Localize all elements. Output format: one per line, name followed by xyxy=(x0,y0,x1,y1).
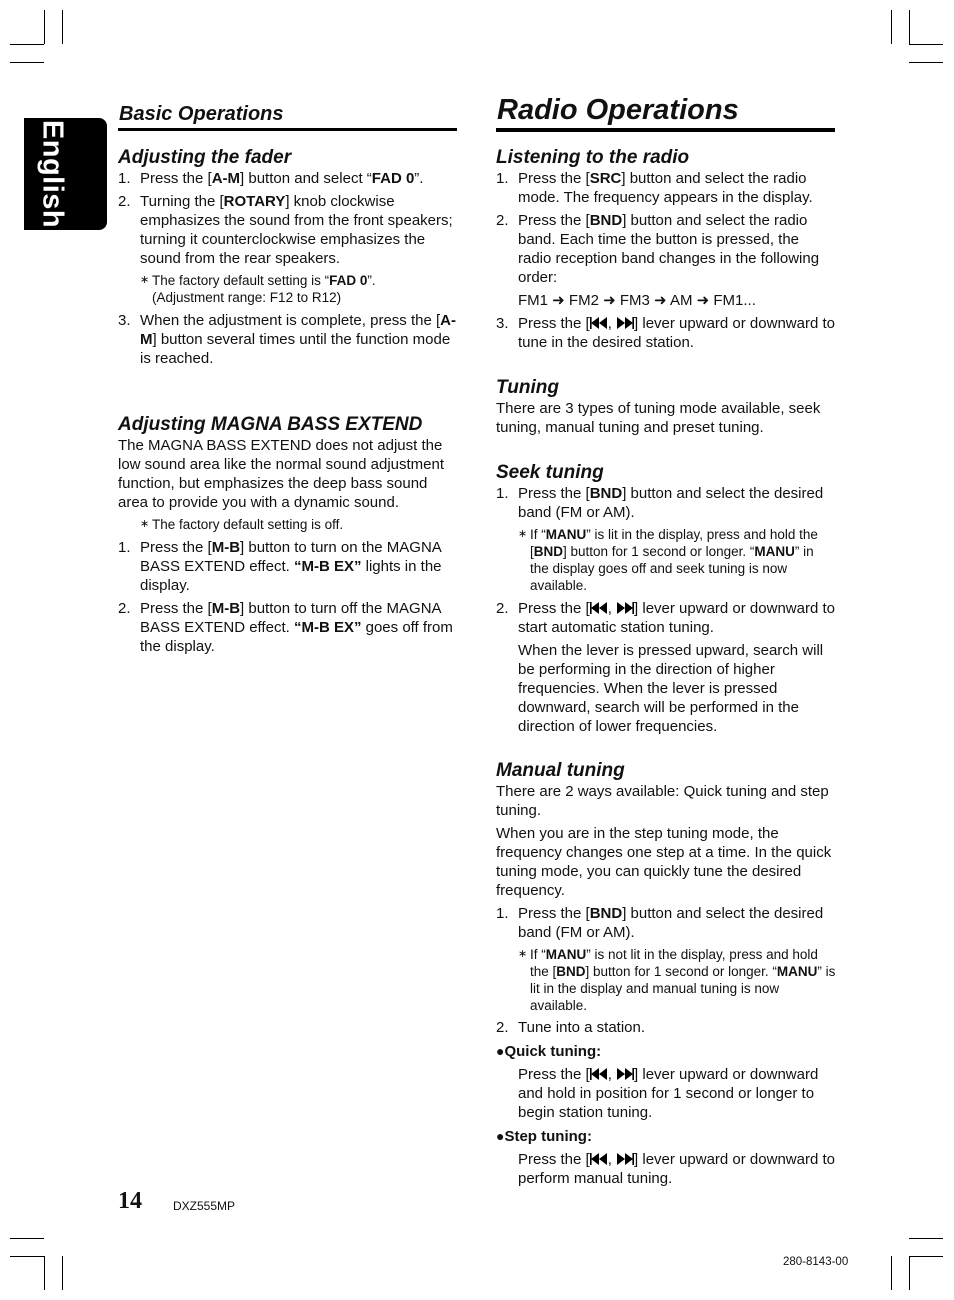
arrow-icon: ➜ xyxy=(603,292,616,309)
listening-heading: Listening to the radio xyxy=(496,147,690,168)
text: ”. xyxy=(414,170,424,187)
text: (Adjustment range: F12 to R12) xyxy=(152,290,342,305)
model-number: DXZ555MP xyxy=(173,1199,236,1213)
tuning-text: There are 3 types of tuning mode available, seek tuning, manual tuning and preset tuning. xyxy=(496,400,821,436)
step-number: 2. xyxy=(496,1019,509,1036)
seek-step-1 xyxy=(496,484,836,522)
key-label: SRC xyxy=(589,170,622,187)
text: Press the [ xyxy=(140,539,212,556)
text: When the adjustment is complete, press the [ xyxy=(140,312,441,329)
text: ” in the display goes off and seek tuning is now available. xyxy=(530,544,814,593)
text: ] button and select the desired band (FM or AM). xyxy=(518,485,824,521)
key-label: ROTARY xyxy=(223,193,286,210)
text: Press the [ xyxy=(140,600,212,617)
crop-mark xyxy=(10,1256,44,1257)
magna-note xyxy=(140,516,458,533)
seek-forward-icon xyxy=(616,1152,634,1166)
manual-intro-2: When you are in the step tuning mode, the frequency changes one step at a time. In the quick tuning mode, you can quickly tune the desired frequency. xyxy=(496,825,832,899)
step-number: 2. xyxy=(496,212,509,229)
text: ] button several times until the function mode is reached. xyxy=(140,331,451,367)
manual-note xyxy=(518,946,836,1014)
note-asterisk: ∗ xyxy=(140,274,150,286)
text: Turning the [ xyxy=(140,193,224,210)
text: ] button and select the desired band (FM or AM). xyxy=(518,905,824,941)
step-tuning-label xyxy=(496,1127,836,1146)
quick-tuning-label xyxy=(496,1042,836,1061)
text: , xyxy=(607,1066,617,1083)
text: Press the [ xyxy=(518,1151,590,1168)
text: ”. xyxy=(367,273,376,288)
text: ] lever upward or downward to perform manual tuning. xyxy=(518,1151,835,1187)
arrow-icon: ➜ xyxy=(552,292,565,309)
text: ] button and select “ xyxy=(240,170,372,187)
bullet-icon: ● xyxy=(496,1043,505,1059)
crop-mark xyxy=(909,1238,943,1239)
text: goes off from the display. xyxy=(140,619,453,655)
crop-mark xyxy=(44,10,45,44)
display-label: MANU xyxy=(545,947,587,962)
step-number: 1. xyxy=(496,170,509,187)
key-label: BND xyxy=(533,544,564,559)
text: If “ xyxy=(530,527,546,542)
listening-step-1 xyxy=(496,169,836,207)
crop-mark xyxy=(909,62,943,63)
band-fm1: FM1 xyxy=(518,292,548,309)
seek-note xyxy=(518,526,836,594)
language-tab-label: English xyxy=(36,119,69,229)
key-label: BND xyxy=(589,212,623,229)
crop-mark xyxy=(891,1256,892,1290)
seek-forward-icon xyxy=(616,316,634,330)
text: Press the [ xyxy=(140,170,212,187)
key-label: BND xyxy=(556,964,586,979)
text: Press the [ xyxy=(518,600,590,617)
text: ] lever upward or downward to tune in the desired station. xyxy=(518,315,835,351)
text: Press the [ xyxy=(518,212,590,229)
step-tuning-text xyxy=(496,1150,836,1188)
display-label: MANU xyxy=(545,527,587,542)
display-label: “M-B EX” xyxy=(293,619,362,636)
arrow-icon: ➜ xyxy=(654,292,667,309)
key-label: A-M xyxy=(140,312,456,348)
magna-step-2 xyxy=(118,599,458,656)
manual-step-1 xyxy=(496,904,836,942)
fader-note xyxy=(140,272,458,306)
crop-mark xyxy=(909,44,943,45)
step-number: 2. xyxy=(496,600,509,617)
seek-forward-icon xyxy=(616,1067,634,1081)
quick-tuning-text xyxy=(496,1065,836,1122)
text: ” is lit in the display and manual tuning is now available. xyxy=(530,964,836,1013)
arrow-icon: ➜ xyxy=(696,292,710,309)
band-fm2: FM2 xyxy=(568,292,599,309)
text: ] button to turn off the MAGNA BASS EXTEND effect. xyxy=(140,600,441,636)
text: ] button to turn on the MAGNA BASS EXTEND effect. xyxy=(140,539,441,575)
text: lights in the display. xyxy=(140,558,442,594)
text: Press the [ xyxy=(518,315,590,332)
seek-back-icon xyxy=(590,1067,608,1081)
fader-step-2 xyxy=(118,192,458,268)
bullet-icon: ● xyxy=(496,1128,505,1144)
text: Press the [ xyxy=(518,905,590,922)
tuning-section xyxy=(496,377,836,437)
display-label: MANU xyxy=(776,964,818,979)
note-asterisk: ∗ xyxy=(518,528,528,540)
band-am: AM xyxy=(669,292,693,309)
text: The factory default setting is “ xyxy=(152,273,330,288)
listening-step-3 xyxy=(496,314,836,352)
display-label: MANU xyxy=(754,544,795,559)
seek-back-icon xyxy=(590,1152,608,1166)
crop-mark xyxy=(44,1256,45,1290)
listening-section xyxy=(496,147,836,352)
text: If “ xyxy=(530,947,546,962)
key-label: M-B xyxy=(211,539,241,556)
crop-mark xyxy=(10,1238,44,1239)
seek-forward-icon xyxy=(616,601,634,615)
text: The factory default setting is off. xyxy=(152,517,344,532)
manual-section xyxy=(496,760,836,1188)
text: Tune into a station. xyxy=(518,1019,646,1036)
text: , xyxy=(607,315,617,332)
text: ” is lit in the display, press and hold the [ xyxy=(530,527,818,559)
text: ] button for 1 second or longer. “ xyxy=(563,544,755,559)
section-header: Basic Operations xyxy=(119,103,284,125)
band-order xyxy=(496,291,836,310)
crop-mark xyxy=(10,62,44,63)
fader-heading: Adjusting the fader xyxy=(118,147,292,168)
step-number: 1. xyxy=(496,905,509,922)
display-label: “M-B EX” xyxy=(293,558,362,575)
step-number: 2. xyxy=(118,600,131,617)
band-fm3: FM3 xyxy=(619,292,650,309)
seek-section xyxy=(496,462,836,736)
step-number: 2. xyxy=(118,193,131,210)
text: ] button for 1 second or longer. “ xyxy=(585,964,777,979)
crop-mark xyxy=(909,1256,910,1290)
seek-detail: When the lever is pressed upward, search will be performing in the direction of higher frequencies. When the lever is pressed downward, search will be performed in the direction of lower frequencies. xyxy=(518,642,824,735)
step-number: 1. xyxy=(118,539,131,556)
text: , xyxy=(607,1151,617,1168)
section-header-rule xyxy=(118,128,457,131)
text: ] button and select the radio mode. The frequency appears in the display. xyxy=(518,170,813,206)
text: Press the [ xyxy=(518,485,590,502)
display-label: FAD 0 xyxy=(371,170,415,187)
band-fm1-repeat: FM1... xyxy=(713,292,756,309)
seek-step-2 xyxy=(496,599,836,637)
key-label: BND xyxy=(589,905,623,922)
key-label: BND xyxy=(589,485,623,502)
crop-mark xyxy=(62,1256,63,1290)
seek-back-icon xyxy=(590,316,608,330)
manual-heading: Manual tuning xyxy=(496,760,625,781)
seek-back-icon xyxy=(590,601,608,615)
text: Press the [ xyxy=(518,1066,590,1083)
tuning-heading: Tuning xyxy=(496,377,559,398)
key-label: M-B xyxy=(211,600,241,617)
page-title: Radio Operations xyxy=(497,94,739,126)
manual-step-2 xyxy=(496,1018,836,1037)
text: , xyxy=(607,600,617,617)
step-number: 1. xyxy=(118,170,131,187)
step-number: 3. xyxy=(118,312,131,329)
text: ] button and select the radio band. Each time the button is pressed, the radio reception band changes in the following order: xyxy=(518,212,820,286)
crop-mark xyxy=(10,44,44,45)
magna-section xyxy=(118,414,458,656)
step-number: 3. xyxy=(496,315,509,332)
seek-heading: Seek tuning xyxy=(496,462,604,483)
text: ” is not lit in the display, press and hold the [ xyxy=(530,947,818,979)
text: ] lever upward or downward to start automatic station tuning. xyxy=(518,600,835,636)
text: ] lever upward or downward and hold in position for 1 second or longer to begin station tuning. xyxy=(518,1066,819,1121)
listening-step-2 xyxy=(496,211,836,287)
display-label: FAD 0 xyxy=(329,273,368,288)
page-number: 14 xyxy=(118,1188,142,1214)
step-number: 1. xyxy=(496,485,509,502)
fader-step-3 xyxy=(118,311,458,368)
note-asterisk: ∗ xyxy=(518,948,528,960)
key-label: A-M xyxy=(211,170,241,187)
text: Step tuning: xyxy=(504,1128,592,1145)
fader-step-1 xyxy=(118,169,458,188)
text: ] knob clockwise emphasizes the sound from the front speakers; turning it counterclockwise emphasizes the sound from the rear speakers. xyxy=(140,193,453,267)
document-code: 280-8143-00 xyxy=(783,1256,849,1268)
magna-intro: The MAGNA BASS EXTEND does not adjust the low sound area like the normal sound adjustment function, but emphasizes the deep bass sound area to provide you with a dynamic sound. xyxy=(118,437,445,511)
manual-intro-1: There are 2 ways available: Quick tuning and step tuning. xyxy=(496,783,829,819)
crop-mark xyxy=(62,10,63,44)
fader-section xyxy=(118,147,458,368)
crop-mark xyxy=(909,10,910,44)
magna-step-1 xyxy=(118,538,458,595)
text: Quick tuning: xyxy=(504,1043,602,1060)
page-title-rule xyxy=(496,128,835,132)
magna-heading: Adjusting MAGNA BASS EXTEND xyxy=(118,414,423,435)
text: Press the [ xyxy=(518,170,590,187)
crop-mark xyxy=(891,10,892,44)
crop-mark xyxy=(909,1256,943,1257)
note-asterisk: ∗ xyxy=(140,518,150,530)
